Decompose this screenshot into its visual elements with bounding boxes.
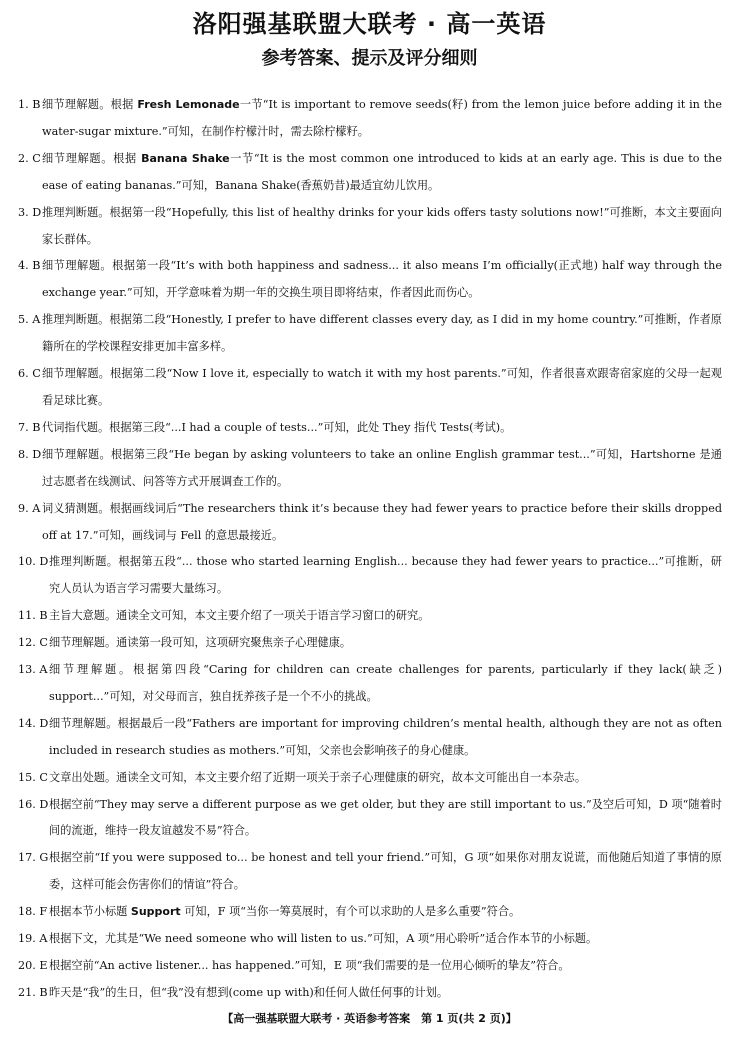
answer-number: 17. G [18,851,49,865]
answer-explanation: 细节理解题。根据第一段“It’s with both happiness and sadness... it also means I’m officially(正式地) half way through the exchange year.”可知，开学意味着为期一年的交换生项目即将结束，作者因此而伤心。 [42,259,722,300]
answer-explanation: 推理判断题。根据第一段“Hopefully, this list of healthy drinks for your kids offers tasty solutions now!”可推断，本文主要面向家长群体。 [42,205,722,246]
section-keyword: Fresh Lemonade [137,98,240,111]
answer-item-12 [18,630,722,657]
answer-number: 3. D [18,205,42,219]
answer-explanation: 词义猜测题。根据画线词后“The researchers think it’s because they had fewer years to practice before their skills dropped off at 17.”可知，画线词与 Fell 的意思最接近。 [42,501,722,542]
answer-item-3 [18,200,722,254]
answer-item-18 [18,899,722,926]
answer-item-8 [18,442,722,496]
answer-item-10 [18,549,722,603]
answer-explanation: 推理判断题。根据第二段“Honestly, I prefer to have different classes every day, as I did in my home country.”可推断，作者原籍所在的学校课程安排更加丰富多样。 [42,313,722,354]
answer-number: 18. F [18,905,48,919]
answer-number: 9. A [18,501,41,515]
answer-explanation: 细节理解题。根据 Fresh Lemonade一节“It is important to remove seeds(籽) from the lemon juice before adding it in the water-sugar mixture.”可知，在制作柠檬汁时，需去除柠檬籽。 [42,98,722,138]
answer-item-20 [18,953,722,980]
answer-number: 1. B [18,98,41,111]
section-keyword: Banana Shake [141,151,230,165]
page-footer: 【高一强基联盟大联考 · 英语参考答案 第 1 页(共 2 页)】 [222,1012,517,1025]
answer-number: 12. C [18,636,48,650]
answer-explanation: 细节理解题。根据第三段“He began by asking volunteers to take an online English grammar test...”可知，Hartshorne 是通过志愿者在线测试、问答等方式开展调查工作的。 [42,447,722,488]
answer-explanation: 文章出处题。通读全文可知，本文主要介绍了近期一项关于亲子心理健康的研究，故本文可能出自一本杂志。 [49,770,587,784]
answer-item-4 [18,253,722,307]
answer-number: 10. D [18,555,49,569]
section-keyword: Support [130,905,181,919]
answer-explanation: 细节理解题。根据第四段“Caring for children can create challenges for parents, particularly if they lack(缺乏) support...”可知，对父母而言，独自抚养孩子是一个不小的挑战。 [49,663,722,703]
answer-item-2 [18,146,722,200]
answer-explanation: 细节理解题。根据 Banana Shake一节“It is the most common one introduced to kids at an early age. This is due to the ease of eating bananas.”可知，Banana Shake(香蕉奶昔)最适宜幼儿饮用。 [42,151,722,192]
page-title: 洛阳强基联盟大联考 · 高一英语 [192,10,547,38]
answer-item-19 [18,926,722,953]
answer-item-14 [18,711,722,765]
answer-item-15 [18,765,722,792]
answer-item-9 [18,496,722,550]
answer-item-1 [18,92,722,146]
answer-item-7 [18,415,722,442]
answer-number: 7. B [18,420,41,434]
answer-list [18,92,722,1007]
answer-explanation: 根据空前“If you were supposed to... be honest and tell your friend.”可知，G 项“如果你对朋友说谎，而他随后知道了事情的原委，这样可能会伤害你们的情谊”符合。 [49,851,722,892]
answer-item-11 [18,603,722,630]
answer-number: 20. E [18,959,48,972]
answer-item-6 [18,361,722,415]
answer-number: 8. D [18,447,42,461]
answer-number: 4. B [18,259,41,273]
answer-explanation: 根据空前“They may serve a different purpose as we get older, but they are still important to us.”及空后可知，D 项“随着时间的流逝，维持一段友谊越发不易”符合。 [49,797,722,838]
answer-item-21 [18,980,722,1007]
answer-explanation: 昨天是“我”的生日，但“我”没有想到(come up with)和任何人做任何事的计划。 [49,985,449,999]
answer-explanation: 根据本节小标题 Support 可知，F 项“当你一筹莫展时，有个可以求助的人是多么重要”符合。 [49,905,521,919]
answer-number: 11. B [18,609,48,623]
page-subtitle: 参考答案、提示及评分细则 [261,48,478,69]
answer-number: 14. D [18,716,49,730]
answer-explanation: 根据下文，尤其是“We need someone who will listen to us.”可知，A 项“用心聆听”适合作本节的小标题。 [49,932,598,946]
answer-number: 13. A [18,663,48,677]
answer-number: 21. B [18,985,48,999]
answer-explanation: 主旨大意题。通读全文可知，本文主要介绍了一项关于语言学习窗口的研究。 [49,609,430,623]
answer-item-13 [18,657,722,711]
answer-number: 6. C [18,367,41,381]
answer-explanation: 细节理解题。通读第一段可知，这项研究聚焦亲子心理健康。 [49,636,352,650]
answer-explanation: 代词指代题。根据第三段“...I had a couple of tests...”可知，此处 They 指代 Tests(考试)。 [42,420,512,434]
answer-number: 19. A [18,932,48,946]
answer-explanation: 细节理解题。根据最后一段“Fathers are important for improving children’s mental health, although they are not as often included in research studies as mothers.”可知，父亲也会影响孩子的身心健康。 [49,716,722,757]
answer-item-17 [18,845,722,899]
answer-number: 15. C [18,770,48,784]
answer-number: 2. C [18,151,41,165]
answer-explanation: 推理判断题。根据第五段“... those who started learning English... because they had fewer years to practice...”可推断，研究人员认为语言学习需要大量练习。 [49,555,722,596]
answer-item-5 [18,307,722,361]
answer-number: 16. D [18,797,49,811]
answer-explanation: 细节理解题。根据第二段“Now I love it, especially to watch it with my host parents.”可知，作者很喜欢跟寄宿家庭的父母一起观看足球比赛。 [42,367,722,407]
answer-number: 5. A [18,313,41,327]
answer-explanation: 根据空前“An active listener... has happened.”可知，E 项“我们需要的是一位用心倾听的挚友”符合。 [49,959,570,972]
answer-item-16 [18,792,722,846]
